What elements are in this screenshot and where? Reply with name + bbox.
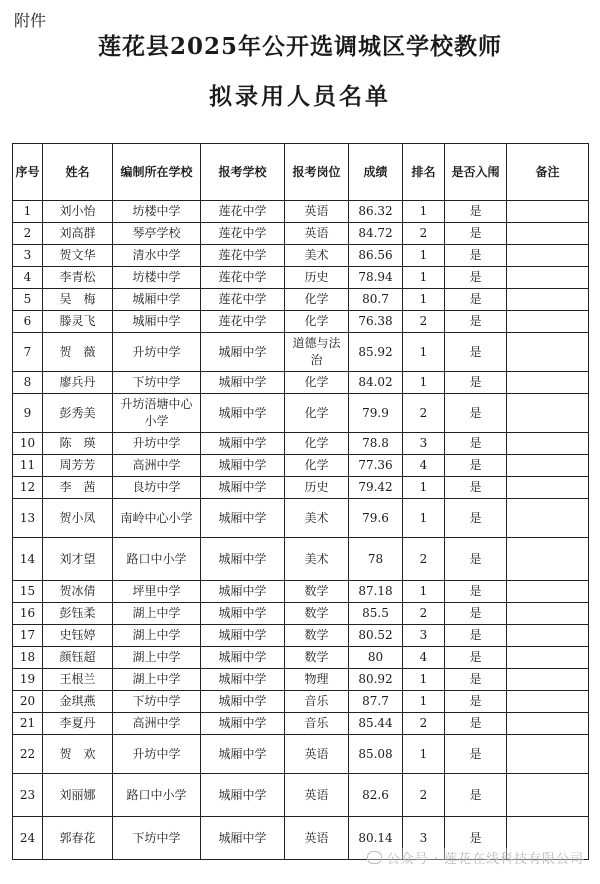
table-row [13,499,589,538]
cell-post: 音乐 [285,691,349,713]
cell-name: 刘丽娜 [43,774,113,817]
cell-name: 彭钰柔 [43,603,113,625]
cell-seq: 7 [13,333,43,372]
table-row [13,311,589,333]
cell-remark [507,625,589,647]
cell-admitted: 是 [445,267,507,289]
cell-score: 79.6 [349,499,403,538]
cell-remark [507,647,589,669]
cell-seq: 24 [13,817,43,860]
cell-rank: 1 [403,581,445,603]
table-row [13,669,589,691]
cell-seq: 19 [13,669,43,691]
cell-post: 化学 [285,455,349,477]
cell-seq: 6 [13,311,43,333]
cell-admitted: 是 [445,223,507,245]
cell-seq: 14 [13,538,43,581]
cell-admitted: 是 [445,735,507,774]
cell-admitted: 是 [445,603,507,625]
cell-unit: 坪里中学 [113,581,201,603]
table-row [13,267,589,289]
cell-post: 英语 [285,774,349,817]
cell-rank: 1 [403,669,445,691]
cell-unit: 升坊浯塘中心小学 [113,394,201,433]
cell-name: 滕灵飞 [43,311,113,333]
cell-unit: 城厢中学 [113,289,201,311]
cell-post: 美术 [285,499,349,538]
cell-rank: 1 [403,289,445,311]
cell-school: 城厢中学 [201,735,285,774]
cell-score: 80.14 [349,817,403,860]
cell-rank: 2 [403,223,445,245]
table-row [13,333,589,372]
table-row [13,245,589,267]
cell-admitted: 是 [445,433,507,455]
watermark [367,848,584,867]
cell-school: 城厢中学 [201,625,285,647]
cell-rank: 2 [403,713,445,735]
cell-score: 85.44 [349,713,403,735]
cell-rank: 2 [403,311,445,333]
cell-admitted: 是 [445,499,507,538]
cell-name: 刘小怡 [43,201,113,223]
table-row [13,223,589,245]
cell-remark [507,538,589,581]
cell-score: 86.56 [349,245,403,267]
cell-seq: 21 [13,713,43,735]
cell-unit: 高洲中学 [113,455,201,477]
roster-table [12,143,589,860]
cell-rank: 1 [403,372,445,394]
cell-name: 刘高群 [43,223,113,245]
cell-admitted: 是 [445,774,507,817]
cell-seq: 18 [13,647,43,669]
cell-remark [507,735,589,774]
cell-seq: 2 [13,223,43,245]
cell-name: 贺 欢 [43,735,113,774]
cell-remark [507,311,589,333]
cell-unit: 坊楼中学 [113,267,201,289]
cell-seq: 11 [13,455,43,477]
cell-school: 城厢中学 [201,499,285,538]
cell-remark [507,394,589,433]
cell-post: 英语 [285,735,349,774]
cell-rank: 1 [403,267,445,289]
cell-rank: 3 [403,625,445,647]
cell-school: 莲花中学 [201,245,285,267]
cell-unit: 良坊中学 [113,477,201,499]
cell-seq: 22 [13,735,43,774]
header-rank: 排名 [403,144,445,201]
cell-admitted: 是 [445,311,507,333]
cell-unit: 升坊中学 [113,433,201,455]
cell-admitted: 是 [445,669,507,691]
cell-name: 刘才望 [43,538,113,581]
table-row [13,713,589,735]
cell-seq: 16 [13,603,43,625]
cell-seq: 10 [13,433,43,455]
cell-remark [507,433,589,455]
cell-score: 79.42 [349,477,403,499]
cell-rank: 1 [403,735,445,774]
cell-unit: 南岭中心小学 [113,499,201,538]
cell-rank: 1 [403,201,445,223]
cell-admitted: 是 [445,538,507,581]
cell-name: 贺文华 [43,245,113,267]
cell-post: 数学 [285,647,349,669]
cell-name: 李夏丹 [43,713,113,735]
cell-score: 76.38 [349,311,403,333]
table-row [13,603,589,625]
cell-rank: 1 [403,477,445,499]
header-unit: 编制所在学校 [113,144,201,201]
cell-post: 音乐 [285,713,349,735]
cell-seq: 3 [13,245,43,267]
cell-post: 数学 [285,625,349,647]
cell-seq: 23 [13,774,43,817]
cell-remark [507,333,589,372]
cell-unit: 高洲中学 [113,713,201,735]
cell-remark [507,201,589,223]
cell-remark [507,691,589,713]
cell-rank: 2 [403,538,445,581]
cell-remark [507,603,589,625]
cell-post: 美术 [285,538,349,581]
cell-unit: 路口中小学 [113,774,201,817]
table-row [13,581,589,603]
cell-school: 城厢中学 [201,647,285,669]
cell-unit: 升坊中学 [113,333,201,372]
table-row [13,455,589,477]
cell-name: 史钰婷 [43,625,113,647]
cell-seq: 8 [13,372,43,394]
cell-remark [507,669,589,691]
header-school: 报考学校 [201,144,285,201]
table-row [13,538,589,581]
cell-name: 贺小凤 [43,499,113,538]
cell-name: 周芳芳 [43,455,113,477]
cell-score: 84.72 [349,223,403,245]
cell-unit: 琴亭学校 [113,223,201,245]
cell-admitted: 是 [445,455,507,477]
cell-rank: 1 [403,499,445,538]
cell-rank: 3 [403,817,445,860]
table-row [13,372,589,394]
watermark-text: 公众号 · 莲花在线科技有限公司 [386,852,584,867]
cell-name: 李青松 [43,267,113,289]
cell-school: 城厢中学 [201,477,285,499]
cell-remark [507,223,589,245]
cell-post: 英语 [285,223,349,245]
cell-rank: 4 [403,647,445,669]
cell-unit: 下坊中学 [113,372,201,394]
cell-score: 85.5 [349,603,403,625]
cell-score: 79.9 [349,394,403,433]
cell-post: 化学 [285,311,349,333]
cell-school: 城厢中学 [201,669,285,691]
cell-school: 莲花中学 [201,289,285,311]
cell-school: 城厢中学 [201,433,285,455]
cell-name: 金琪燕 [43,691,113,713]
page-subtitle: 拟录用人员名单 [209,83,391,110]
cell-seq: 9 [13,394,43,433]
cell-seq: 13 [13,499,43,538]
table-row [13,477,589,499]
cell-rank: 1 [403,691,445,713]
cell-school: 城厢中学 [201,603,285,625]
cell-remark [507,774,589,817]
cell-school: 城厢中学 [201,372,285,394]
cell-school: 莲花中学 [201,267,285,289]
cell-rank: 3 [403,433,445,455]
cell-seq: 15 [13,581,43,603]
cell-score: 78.94 [349,267,403,289]
cell-unit: 城厢中学 [113,311,201,333]
cell-admitted: 是 [445,289,507,311]
cell-remark [507,245,589,267]
cell-score: 85.08 [349,735,403,774]
cell-score: 80.92 [349,669,403,691]
cell-school: 城厢中学 [201,394,285,433]
cell-rank: 4 [403,455,445,477]
cell-remark [507,289,589,311]
cell-unit: 湖上中学 [113,669,201,691]
cell-name: 贺冰倩 [43,581,113,603]
cell-name: 陈 瑛 [43,433,113,455]
cell-post: 历史 [285,477,349,499]
cell-school: 城厢中学 [201,817,285,860]
cell-unit: 路口中小学 [113,538,201,581]
cell-score: 87.7 [349,691,403,713]
cell-remark [507,267,589,289]
cell-rank: 2 [403,394,445,433]
cell-name: 李 茜 [43,477,113,499]
cell-post: 化学 [285,394,349,433]
cell-post: 数学 [285,581,349,603]
cell-admitted: 是 [445,372,507,394]
attachment-label: 附件 [14,11,47,30]
cell-admitted: 是 [445,581,507,603]
cell-score: 82.6 [349,774,403,817]
cell-school: 城厢中学 [201,691,285,713]
cell-score: 80 [349,647,403,669]
cell-seq: 5 [13,289,43,311]
cell-score: 86.32 [349,201,403,223]
table-row [13,289,589,311]
cell-unit: 下坊中学 [113,817,201,860]
cell-post: 英语 [285,201,349,223]
cell-admitted: 是 [445,817,507,860]
cell-school: 莲花中学 [201,201,285,223]
cell-admitted: 是 [445,625,507,647]
header-name: 姓名 [43,144,113,201]
table-row [13,625,589,647]
cell-unit: 下坊中学 [113,691,201,713]
header-remark: 备注 [507,144,589,201]
cell-unit: 坊楼中学 [113,201,201,223]
cell-school: 城厢中学 [201,455,285,477]
cell-post: 化学 [285,289,349,311]
table-row [13,394,589,433]
cell-post: 美术 [285,245,349,267]
cell-remark [507,499,589,538]
cell-remark [507,455,589,477]
cell-admitted: 是 [445,713,507,735]
cell-remark [507,713,589,735]
cell-seq: 20 [13,691,43,713]
header-admitted: 是否入闱 [445,144,507,201]
cell-unit: 湖上中学 [113,603,201,625]
cell-name: 颜钰超 [43,647,113,669]
header-post: 报考岗位 [285,144,349,201]
table-row [13,735,589,774]
cell-admitted: 是 [445,691,507,713]
header-score: 成绩 [349,144,403,201]
page-title: 莲花县2025年公开选调城区学校教师 [97,33,502,60]
cell-unit: 升坊中学 [113,735,201,774]
table-row [13,433,589,455]
cell-remark [507,581,589,603]
cell-name: 郭春花 [43,817,113,860]
cell-post: 物理 [285,669,349,691]
cell-seq: 4 [13,267,43,289]
cell-school: 城厢中学 [201,581,285,603]
wechat-icon [367,851,382,864]
cell-admitted: 是 [445,394,507,433]
table-row [13,774,589,817]
cell-seq: 17 [13,625,43,647]
cell-score: 80.52 [349,625,403,647]
cell-post: 英语 [285,817,349,860]
cell-admitted: 是 [445,245,507,267]
table-row [13,201,589,223]
cell-score: 87.18 [349,581,403,603]
cell-score: 78 [349,538,403,581]
cell-school: 城厢中学 [201,333,285,372]
cell-school: 城厢中学 [201,774,285,817]
cell-remark [507,372,589,394]
cell-seq: 12 [13,477,43,499]
cell-name: 王根兰 [43,669,113,691]
cell-name: 吴 梅 [43,289,113,311]
cell-post: 数学 [285,603,349,625]
cell-score: 80.7 [349,289,403,311]
cell-name: 彭秀美 [43,394,113,433]
cell-rank: 2 [403,774,445,817]
cell-school: 城厢中学 [201,538,285,581]
cell-unit: 湖上中学 [113,625,201,647]
cell-remark [507,477,589,499]
cell-admitted: 是 [445,647,507,669]
cell-school: 莲花中学 [201,311,285,333]
cell-seq: 1 [13,201,43,223]
table-row [13,691,589,713]
cell-post: 化学 [285,433,349,455]
cell-admitted: 是 [445,477,507,499]
cell-post: 历史 [285,267,349,289]
cell-post: 道德与法治 [285,333,349,372]
cell-rank: 2 [403,603,445,625]
cell-name: 贺 薇 [43,333,113,372]
cell-score: 84.02 [349,372,403,394]
cell-post: 化学 [285,372,349,394]
cell-name: 廖兵丹 [43,372,113,394]
cell-rank: 1 [403,333,445,372]
cell-unit: 湖上中学 [113,647,201,669]
cell-rank: 1 [403,245,445,267]
cell-score: 85.92 [349,333,403,372]
cell-school: 城厢中学 [201,713,285,735]
cell-score: 78.8 [349,433,403,455]
cell-admitted: 是 [445,201,507,223]
cell-unit: 清水中学 [113,245,201,267]
header-seq: 序号 [13,144,43,201]
table-row [13,647,589,669]
cell-school: 莲花中学 [201,223,285,245]
cell-score: 77.36 [349,455,403,477]
header-row [13,144,589,201]
cell-admitted: 是 [445,333,507,372]
